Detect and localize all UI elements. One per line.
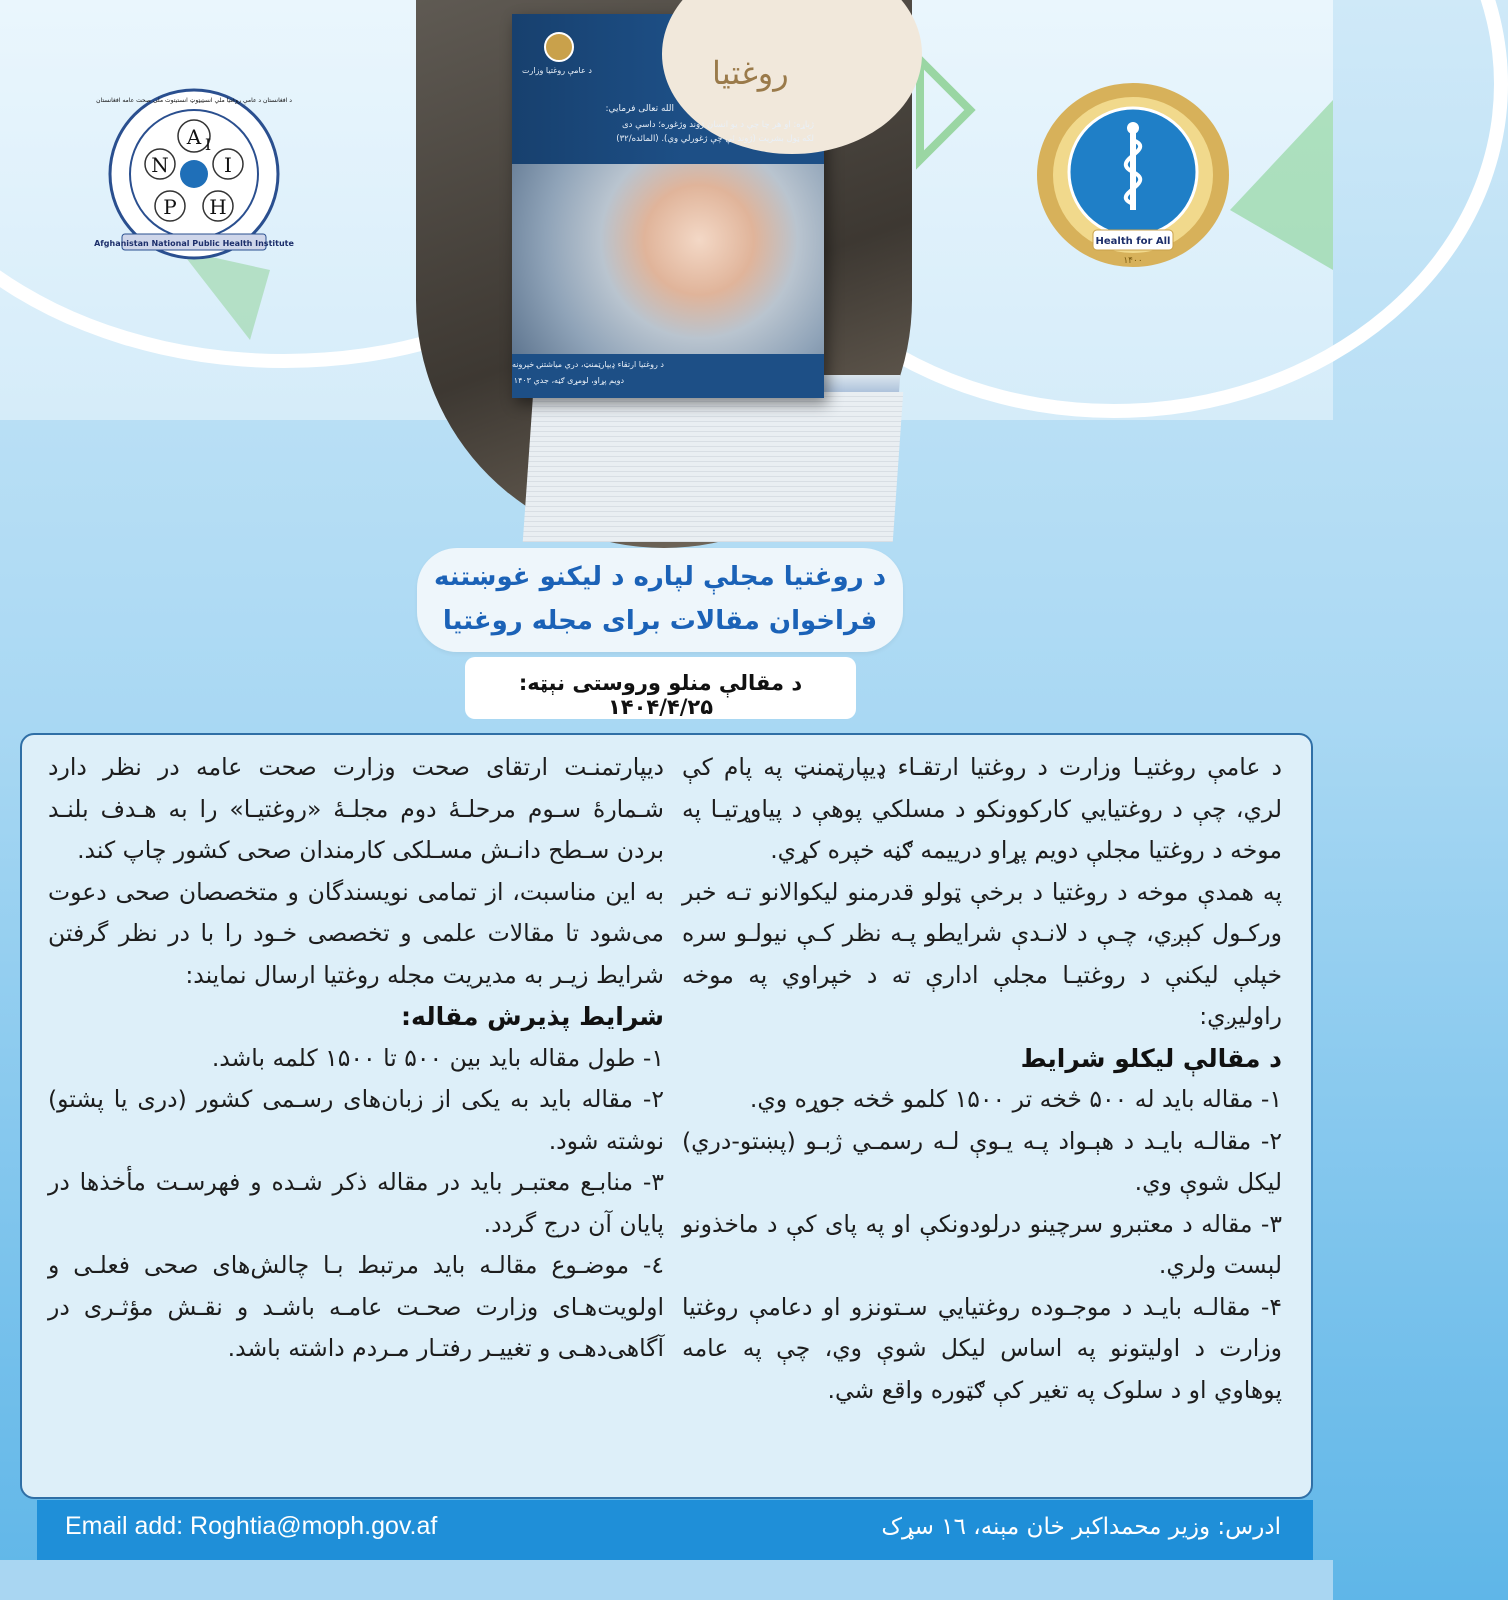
pashto-conditions-heading: د مقالې لیکلو شرایط xyxy=(1020,1043,1282,1073)
dari-condition-item: ٤- موضـوع مقالـه باید مرتبط بـا چالش‌های صحی فعلـی و اولویت‌هـای وزارت صحـت عامـه باشـد و نقـش مؤثـری در آگاهی‌دهـی و تغییـر رفتـار مـردم داشته باشد. xyxy=(48,1251,664,1362)
pashto-condition-item: ۴- مقالـه بایـد د موجـوده روغتیایي سـتونزو او دعامې روغتیا وزارت د اولیتونو په اساس لیکل شوې وي، چې په عامه پوهاوي او د سلوک په تغیر کې ګټوره واقع شي. xyxy=(682,1292,1282,1404)
deadline-box xyxy=(465,657,856,719)
cover-title-art: روغتیا xyxy=(712,54,789,92)
deadline-text: د مقالې منلو وروستی نېټه: ۱۴۰۴/۴/۲۵ xyxy=(518,671,803,719)
pashto-condition-item: ۱- مقاله باید له ۵۰۰ څخه تر ۱۵۰۰ کلمو څخه جوړه وي. xyxy=(749,1085,1282,1113)
dari-intro: دیپارتمنـت ارتقای صحت وزارت صحت عامه در نظر دارد شـمارۀ سـوم مرحلـۀ دوم مجلـۀ «روغتیـا» را به هـدف بلنـد بردن سـطح دانـش مسـلکی کارمندان صحی کشور چاپ کند. xyxy=(48,753,664,864)
title-banner xyxy=(417,548,903,652)
bottom-strip xyxy=(0,1560,1333,1600)
svg-text:H: H xyxy=(209,195,227,219)
cover-footer-line: دويم پړاو، لومړی ګڼه، جدي ۱۴۰۳ xyxy=(513,376,624,385)
email-address[interactable]: Email add: Roghtia@moph.gov.af xyxy=(65,1512,438,1540)
ministry-emblem-icon xyxy=(1033,80,1233,270)
dari-condition-item: ۱- طول مقاله باید بین ۵۰۰ تا ۱۵۰۰ کلمه باشد. xyxy=(211,1043,664,1072)
svg-text:A: A xyxy=(186,125,202,149)
svg-text:N: N xyxy=(151,153,169,177)
cover-footer xyxy=(512,354,824,398)
cover-ministry-label: د عامې روغتیا وزارت xyxy=(522,66,592,75)
pashto-intro: د عامې روغتیـا وزارت د روغتیا ارتقـاء ډیپارټمنټ په پام کې لري، چې د روغتیایي کارکوونکو د مسلکي پوهې د پیاوړتیـا په موخه د روغتیا مجلې دویم پړاو دریيمه ګڼه خپره کړي. xyxy=(682,753,1282,864)
postal-address: ادرس: وزیر محمداکبر خان مېنه، ١٦ سړک xyxy=(881,1514,1281,1540)
magazine-photo xyxy=(416,0,912,548)
title-pashto: د روغتیا مجلې لپاره د لیکنو غوښتنه xyxy=(433,562,887,592)
magazine-cover xyxy=(512,14,824,398)
cover-child-photo xyxy=(512,164,824,354)
cover-verse-line: لکه ټول بشريت (ژوند ئې چې ژغورلي وي). (المائده/۳۲) xyxy=(616,134,814,144)
svg-text:P: P xyxy=(163,195,177,219)
naiph-logo-icon xyxy=(94,88,294,260)
dari-column xyxy=(48,747,664,1370)
svg-text:د افغانستان د عامې روغتیا ملي: د افغانستان د عامې روغتیا ملي انسټیټوټ انستیتوت ملی صحت عامه افغانستان xyxy=(96,97,292,104)
svg-text:Afghanistan National Public He: Afghanistan National Public Health Institute xyxy=(94,239,294,248)
cover-footer-line: د روغتيا ارتقاء ډیپارټمنټ، دري مياشتنۍ خپرونه xyxy=(512,360,664,369)
content-panel xyxy=(20,733,1313,1499)
pashto-column xyxy=(682,747,1282,1411)
footer-bar xyxy=(37,1500,1313,1560)
magazine-stack xyxy=(523,392,903,542)
ministry-seal-icon xyxy=(544,32,574,62)
svg-text:۱۴۰۰: ۱۴۰۰ xyxy=(1123,256,1143,266)
pashto-invite: په همدې موخه د روغتیا د برخې ټولو قدرمنو لیکوالانو تـه خبر ورکـول کېږي، چـې د لانـدې شرایطو پـه نظر کـې نیولـو سره خپلې لیکنې د روغتیـا مجلې ادارې ته د خپراوي په موخه راولیږي: xyxy=(682,877,1282,1030)
title-dari: فراخوان مقالات برای مجله روغتیا xyxy=(442,606,878,636)
dari-condition-item: ۲- مقاله باید به یکی از زبان‌های رسـمی کشور (دری یا پشتو) نوشته شود. xyxy=(48,1085,664,1155)
pashto-condition-item: ۲- مقالـه بایـد د هېـواد پـه یـوې لـه رسمـي ژبـو (پښتو-دري) لیکل شوې وي. xyxy=(682,1126,1282,1196)
cover-verse-line: الله تعالی فرمايي: xyxy=(605,104,674,114)
svg-text:Health for All: Health for All xyxy=(1095,236,1171,247)
dari-conditions-heading: شرایط پذیرش مقاله: xyxy=(401,1002,664,1031)
pashto-condition-item: ۳- مقاله د معتبرو سرچینو درلودونکې او په پای کې د ماخذونو لېست ولري. xyxy=(682,1209,1282,1279)
svg-text:I: I xyxy=(204,135,212,154)
dari-condition-item: ۳- منابـع معتبـر باید در مقاله ذکر شـده و فهرسـت مأخذها در پایان آن درج گردد. xyxy=(48,1168,664,1238)
dari-invite: به این مناسبت، از تمامی نویسندگان و متخصصان صحی دعوت می‌شود تا مقالات علمی و تخصصی خـود را با در نظر گرفتن شرایط زیـر به مدیریت مجله روغتیا ارسال نمایند: xyxy=(48,877,664,989)
cover-verse-line: ژباړه: او هر چا چې د يو انسان ژوند وژغوره؛ داسې دی xyxy=(622,120,814,130)
svg-text:I: I xyxy=(224,153,232,177)
